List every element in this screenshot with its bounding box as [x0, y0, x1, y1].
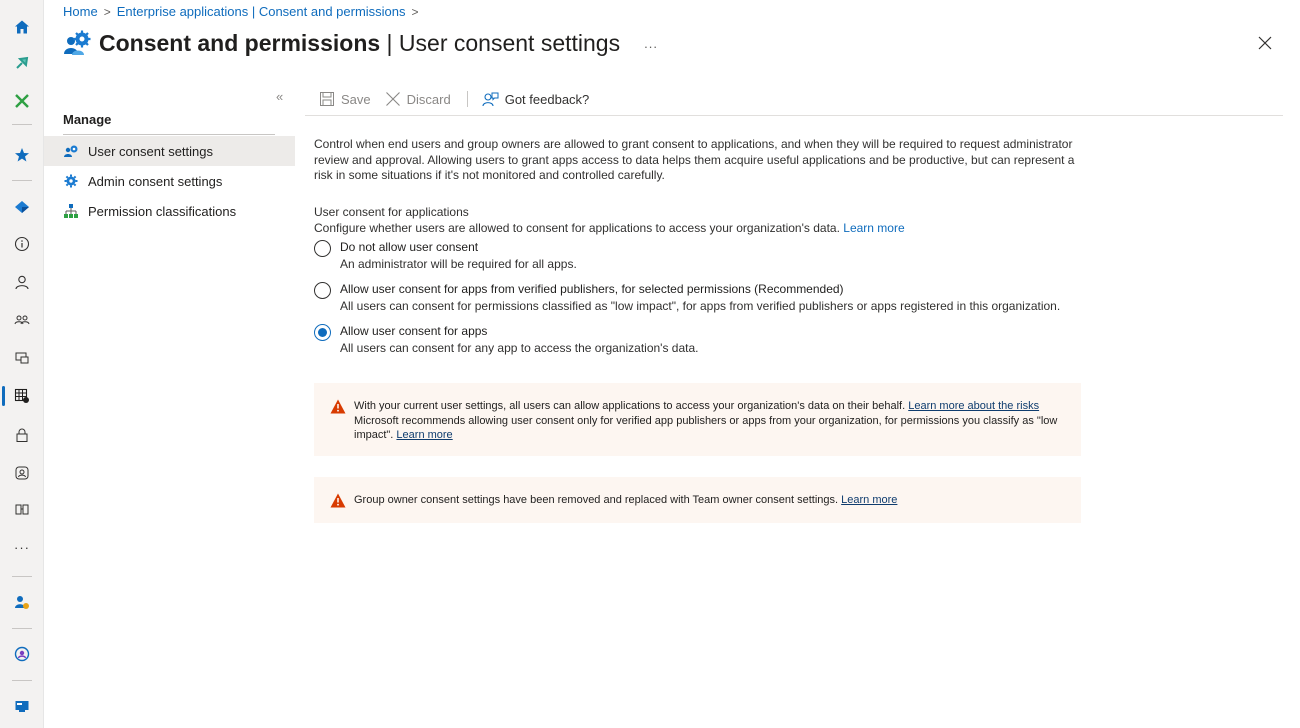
learn-more-link[interactable]: Learn more — [841, 493, 898, 506]
groups-icon[interactable] — [0, 306, 44, 334]
section-description — [314, 221, 905, 235]
title-row — [62, 28, 658, 58]
breadcrumb — [63, 4, 419, 19]
billing-icon[interactable] — [0, 692, 44, 720]
nav-item-permission-classifications[interactable] — [44, 196, 295, 226]
consent-settings-icon — [63, 143, 79, 159]
devices-icon[interactable] — [0, 344, 44, 372]
discard-x-icon — [385, 91, 401, 107]
save-label: Save — [341, 91, 371, 107]
page-title-sub: | User consent settings — [380, 29, 621, 56]
radio-verified-publishers[interactable] — [314, 281, 1060, 314]
toolbar-divider — [467, 91, 468, 107]
section-label-user-consent: User consent for applications — [314, 205, 469, 219]
feedback-button[interactable] — [482, 91, 590, 108]
nav-item-label: Permission classifications — [88, 203, 237, 219]
intro-text: Control when end users and group owners are allowed to grant consent to applications, and when they will be required to request administrator review and approval. Allowing users to grant apps access to data helps them acquire useful applications and be productive, but can represent a risk in some situations if it's not monitored and controlled carefully. — [314, 137, 1075, 182]
radio-do-not-allow[interactable] — [314, 239, 577, 272]
warning-text: With your current user settings, all users can allow applications to access your organization's data on their behalf. — [354, 400, 906, 412]
consent-gear-people-icon — [62, 28, 92, 58]
main-content — [314, 137, 1094, 355]
identity-protection-icon[interactable] — [0, 459, 44, 487]
more-options-button[interactable]: ... — [644, 35, 658, 51]
radio-description: An administrator will be required for all apps. — [340, 257, 577, 271]
feedback-person-icon — [482, 91, 499, 108]
radio-description: All users can consent for permissions classified as "low impact", for apps from verified publishers or apps registered in this organization. — [340, 299, 1061, 313]
home-icon[interactable] — [0, 13, 44, 41]
warning-triangle-icon — [330, 493, 346, 508]
breadcrumb-separator: > — [103, 4, 111, 19]
nav-heading-manage: Manage — [63, 112, 112, 127]
radio-description: All users can consent for any app to access the organization's data. — [340, 341, 699, 355]
hierarchy-icon — [63, 203, 79, 219]
nav-item-user-consent-settings[interactable] — [44, 136, 295, 166]
breadcrumb-enterprise-apps[interactable]: Enterprise applications | Consent and permissions — [116, 4, 406, 19]
radio-label: Do not allow user consent — [340, 240, 479, 254]
gear-icon — [63, 173, 79, 189]
entra-diamond-icon[interactable] — [0, 193, 44, 221]
radio-label: Allow user consent for apps from verified publishers, for selected permissions (Recommended) — [340, 282, 844, 296]
breadcrumb-separator: > — [411, 4, 419, 19]
nav-item-admin-consent-settings[interactable] — [44, 166, 295, 196]
nav-divider — [63, 134, 275, 135]
learn-more-link[interactable]: Learn more — [396, 429, 453, 441]
nav-item-label: Admin consent settings — [88, 173, 223, 189]
discard-button[interactable] — [385, 91, 451, 107]
enterprise-apps-icon[interactable] — [0, 382, 44, 410]
radio-allow-all[interactable] — [314, 323, 699, 356]
save-button[interactable] — [319, 91, 371, 107]
lock-icon[interactable] — [0, 421, 44, 449]
toolbar-divider-line — [305, 115, 1283, 116]
close-button[interactable] — [1254, 32, 1276, 54]
feedback-label: Got feedback? — [504, 91, 590, 107]
radio-button[interactable] — [314, 282, 331, 299]
command-bar — [319, 87, 603, 111]
page-title-main: Consent and permissions — [99, 29, 381, 56]
learn-more-risks-link[interactable]: Learn more about the risks — [908, 400, 1040, 412]
warning-banner-risk — [314, 383, 1081, 456]
close-icon — [1258, 36, 1272, 50]
learn-more-link[interactable]: Learn more — [843, 221, 905, 235]
user-icon[interactable] — [0, 268, 44, 296]
discard-label: Discard — [406, 91, 451, 107]
quickstart-icon[interactable] — [0, 49, 44, 77]
governance-icon[interactable] — [0, 496, 44, 524]
radio-label: Allow user consent for apps — [340, 324, 488, 338]
warning-triangle-icon — [330, 399, 346, 414]
save-icon — [319, 91, 335, 107]
breadcrumb-home[interactable]: Home — [63, 4, 98, 19]
collapse-nav-button[interactable]: « — [276, 89, 284, 104]
warning-text: Group owner consent settings have been removed and replaced with Team owner consent settings. — [354, 493, 839, 506]
learn-icon[interactable] — [0, 640, 44, 668]
user-settings-icon[interactable] — [0, 588, 44, 616]
tools-icon[interactable] — [0, 87, 44, 115]
warning-recommendation-text: Microsoft recommends allowing user consent only for verified app publishers or apps from your organization, for permissions you classify as "low impact". — [354, 414, 1058, 441]
more-icon[interactable]: ··· — [14, 539, 30, 555]
section-description-text: Configure whether users are allowed to consent for applications to access your organization's data. — [314, 221, 840, 235]
info-icon[interactable] — [0, 230, 44, 258]
nav-item-label: User consent settings — [88, 143, 214, 159]
favorites-star-icon[interactable] — [0, 141, 44, 169]
page-title — [99, 30, 620, 57]
radio-button[interactable] — [314, 240, 331, 257]
left-rail — [0, 0, 44, 728]
radio-button-checked[interactable] — [314, 324, 331, 341]
warning-banner-group-owner — [314, 477, 1081, 523]
